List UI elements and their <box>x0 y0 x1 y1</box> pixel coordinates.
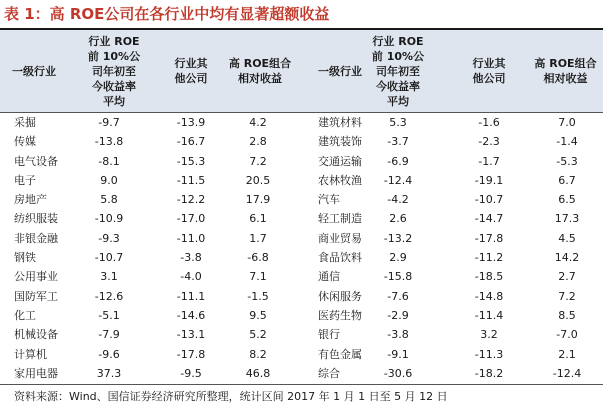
source-note: 资料来源：Wind、国信证券经济研究所整理，统计区间 2017 年 1 月 1 日至 5 月 12 日 <box>14 390 448 403</box>
header-others-right: 行业其 他公司 <box>472 57 506 85</box>
table-row: 化工 -5.1 -14.6 9.5 医药生物 -2.9 -11.4 8.5 <box>14 308 576 322</box>
header-industry-right: 一级行业 <box>318 64 362 78</box>
table-body <box>0 113 603 383</box>
table-row: 电子 9.0 -11.5 20.5 农林牧渔 -12.4 -19.1 6.7 <box>14 173 576 187</box>
table-row: 家用电器 37.3 -9.5 46.8 综合 -30.6 -18.2 -12.4 <box>14 366 582 380</box>
header-industry-left: 一级行业 <box>12 64 56 78</box>
table-row: 传媒 -13.8 -16.7 2.8 建筑装饰 -3.7 -2.3 -1.4 <box>14 135 578 149</box>
table-row: 电气设备 -8.1 -15.3 7.2 交通运输 -6.9 -1.7 -5.3 <box>14 154 578 168</box>
bottom-rule <box>0 384 603 385</box>
table-row: 钢铁 -10.7 -3.8 -6.8 食品饮料 2.9 -11.2 14.2 <box>14 251 580 265</box>
table-row: 公用事业 3.1 -4.0 7.1 通信 -15.8 -18.5 2.7 <box>14 270 576 284</box>
header-excess-right: 高 ROE组合 相对收益 <box>534 57 597 85</box>
header-excess-left: 高 ROE组合 相对收益 <box>228 57 292 85</box>
table-row: 机械设备 -7.9 -13.1 5.2 银行 -3.8 3.2 -7.0 <box>14 328 578 342</box>
table-row: 采掘 -9.7 -13.9 4.2 建筑材料 5.3 -1.6 7.0 <box>14 116 576 129</box>
header-top-roe-right: 行业 ROE 前 10%公 司年初至 今收益率 平均 <box>371 34 425 108</box>
table-row: 国防军工 -12.6 -11.1 -1.5 休闲服务 -7.6 -14.8 7.2 <box>14 289 576 303</box>
table-row: 房地产 5.8 -12.2 17.9 汽车 -4.2 -10.7 6.5 <box>14 193 576 207</box>
table-title: 表 1：高 ROE公司在各行业中均有显著超额收益 <box>4 5 330 23</box>
header-others-left: 行业其 他公司 <box>174 57 208 85</box>
header-top-roe-left: 行业 ROE 前 10%公 司年初至 今收益率 平均 <box>87 34 141 108</box>
table-row: 纺织服装 -10.9 -17.0 6.1 轻工制造 2.6 -14.7 17.3 <box>14 212 580 226</box>
table-row: 计算机 -9.6 -17.8 8.2 有色金属 -9.1 -11.3 2.1 <box>14 347 576 361</box>
table-row: 非银金融 -9.3 -11.0 1.7 商业贸易 -13.2 -17.8 4.5 <box>14 231 576 245</box>
